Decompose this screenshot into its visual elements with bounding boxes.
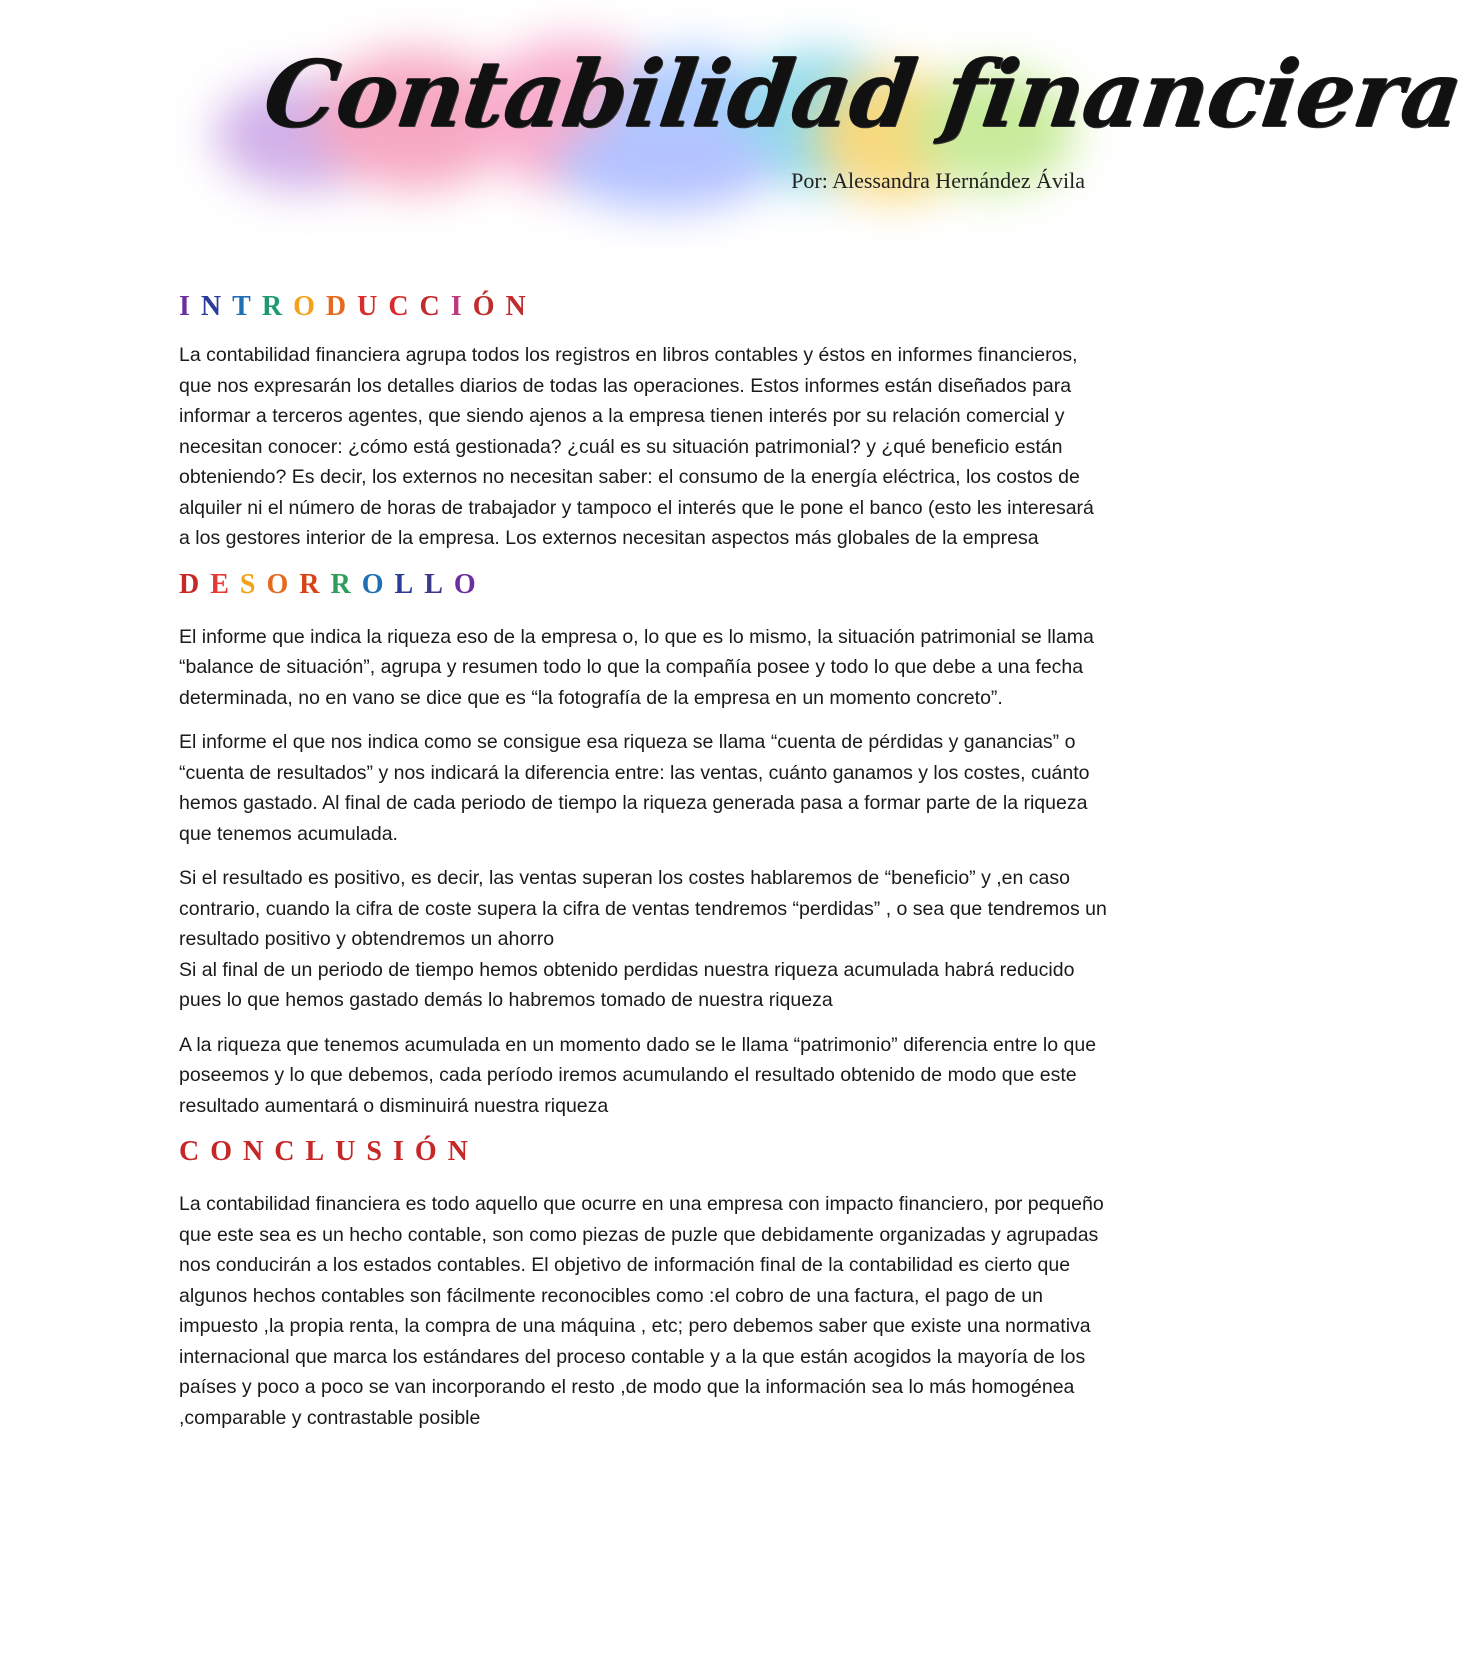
heading-letter: C <box>419 291 451 322</box>
section-heading-introducción <box>179 288 1109 326</box>
heading-letter: Ó <box>414 1136 448 1167</box>
heading-letter: T <box>232 291 262 322</box>
heading-letter: O <box>361 568 395 600</box>
body-paragraph: La contabilidad financiera es todo aquello que ocurre en una empresa con impacto financiero, por pequeño que este sea es un hecho contable, son como piezas de puzle que debidamente organizadas y agrupadas nos conducirán a los estados contables. El objetivo de información final de la contabilidad es cierto que algunos hechos contables son fácilmente reconocibles como :el cobro de una factura, el pago de un impuesto ,la propia renta, la compra de una máquina , etc; pero debemos saber que existe una normativa internacional que marca los estándares del proceso contable y a la que están acogidos la mayoría de los países y poco a poco se van incorporando el resto ,de modo que la información sea lo más homogénea ,comparable y contrastable posible <box>179 1193 1104 1429</box>
heading-letter: O <box>266 568 300 600</box>
heading-letter: I <box>392 1136 415 1167</box>
heading-letter: N <box>200 291 233 322</box>
heading-letter: N <box>505 291 537 322</box>
heading-letter: R <box>299 568 331 600</box>
author-line: Por: Alessandra Hernández Ávila <box>791 168 1085 193</box>
heading-letter: I <box>450 291 473 322</box>
heading-letter: O <box>453 568 487 600</box>
body-paragraph: El informe el que nos indica como se consigue esa riqueza se llama “cuenta de pérdidas y ganancias” o “cuenta de resultados” y nos indicará la diferencia entre: las ventas, cuánto ganamos y los costes, cuánto hemos gastado. Al final de cada periodo de tiempo la riqueza generada pasa a formar parte de la riqueza que tenemos acumulada. <box>179 731 1090 845</box>
heading-letter: E <box>210 568 240 600</box>
heading-letter: S <box>366 1136 393 1167</box>
document-body <box>179 288 1109 1433</box>
heading-letter: R <box>261 291 294 322</box>
heading-letter: C <box>388 291 420 322</box>
body-paragraph: La contabilidad financiera agrupa todos los registros en libros contables y éstos en informes financieros, que nos expresarán los detalles diarios de todas las operaciones. Estos informes están diseñados para informar a terceros agentes, que siendo ajenos a la empresa tienen interés por su relación comercial y necesitan conocer: ¿cómo está gestionada? ¿cuál es su situación patrimonial? y ¿qué beneficio están obteniendo? Es decir, los externos no necesitan saber: el consumo de la energía eléctrica, los costos de alquiler ni el número de horas de trabajador y tampoco el interés que le pone el banco (esto les interesará a los gestores interior de la empresa. Los externos necesitan aspectos más globales de la empresa <box>179 344 1094 549</box>
body-paragraph: Si el resultado es positivo, es decir, las ventas superan los costes hablaremos de “beneficio” y ,en caso contrario, cuando la cifra de coste supera la cifra de ventas tendremos “perdidas” , o sea que tendremos un resultado positivo y obtendremos un ahorro Si al final de un periodo de tiempo hemos obtenido perdidas nuestra riqueza acumulada habrá reducido pues lo que hemos gastado demás lo habremos tomado de nuestra riqueza <box>179 867 1107 1011</box>
heading-letter: L <box>424 568 454 600</box>
heading-letter: L <box>305 1136 336 1167</box>
heading-letter: R <box>330 568 362 600</box>
heading-letter: U <box>357 291 389 322</box>
document-title: Contabilidad financiera <box>257 40 1468 148</box>
heading-letter: D <box>179 568 211 600</box>
heading-letter: N <box>447 1136 479 1167</box>
heading-letter: C <box>179 1136 211 1167</box>
section-heading-conclusión <box>179 1133 1109 1171</box>
heading-letter: U <box>335 1136 367 1167</box>
heading-letter: O <box>293 291 326 322</box>
heading-letter: L <box>394 568 425 600</box>
heading-letter: I <box>179 291 201 322</box>
heading-letter: N <box>243 1136 275 1167</box>
section-heading-desorrollo <box>179 566 1109 604</box>
heading-letter: C <box>274 1136 306 1167</box>
heading-letter: O <box>210 1136 244 1167</box>
heading-letter: S <box>239 568 267 600</box>
body-paragraph: El informe que indica la riqueza eso de la empresa o, lo que es lo mismo, la situación patrimonial se llama “balance de situación”, agrupa y resumen todo lo que la compañía posee y todo lo que debe a una fecha determinada, no en vano se dice que es “la fotografía de la empresa en un momento concreto”. <box>179 625 1094 709</box>
header-banner <box>175 10 1468 240</box>
heading-letter: D <box>325 291 358 322</box>
heading-letter: Ó <box>472 291 506 322</box>
body-paragraph: A la riqueza que tenemos acumulada en un momento dado se le llama “patrimonio” diferencia entre lo que poseemos y lo que debemos, cada período iremos acumulando el resultado obtenido de modo que este resultado aumentará o disminuirá nuestra riqueza <box>179 1033 1097 1117</box>
